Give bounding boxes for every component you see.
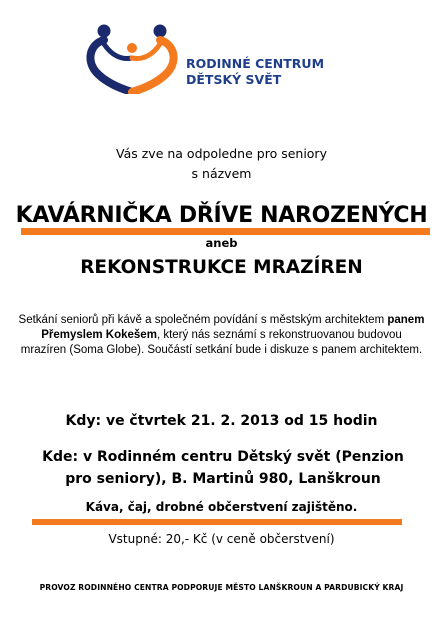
orange-divider-bottom [32, 519, 402, 525]
description-part2: , který nás seznámí s rekonstruovanou budovou mrazíren (Soma Globe). Součástí setkání bude i diskuze s panem architektem. [20, 329, 423, 356]
entry-fee: Vstupné: 20,- Kč (v ceně občerstvení) [108, 532, 335, 546]
event-title: KAVÁRNIČKA DŘÍVE NAROZENÝCH [15, 203, 428, 228]
event-description [18, 313, 425, 358]
event-date-time: Kdy: ve čtvrtek 21. 2. 2013 od 15 hodin [65, 413, 378, 429]
event-location: Kde: v Rodinném centru Dětský svět (Penzion pro seniory), B. Martinů 980, Lanškroun [42, 449, 404, 487]
organization-name [186, 56, 324, 88]
invitation-line2: s názvem [191, 166, 252, 181]
refreshments-note: Káva, čaj, drobné občerstvení zajištěno. [85, 500, 358, 514]
event-subtitle: REKONSTRUKCE MRAZÍREN [80, 257, 363, 278]
invitation-line1: Vás zve na odpoledne pro seniory [116, 146, 327, 161]
orange-divider-top [21, 228, 430, 235]
sponsor-footer: PROVOZ RODINNÉHO CENTRA PODPORUJE MĚSTO LANŠKROUN A PARDUBICKÝ KRAJ [39, 583, 404, 592]
organization-name-line2: DĚTSKÝ SVĚT [186, 72, 282, 87]
title-connector: aneb [205, 236, 238, 250]
guest-name: panem Přemyslem Kokešem [41, 314, 425, 341]
description-part1: Setkání seniorů při kávě a společném povídání s městským architektem [18, 314, 385, 326]
organization-name-line1: RODINNÉ CENTRUM [186, 56, 325, 71]
invitation-text [0, 144, 443, 184]
family-heart-icon [84, 22, 180, 94]
